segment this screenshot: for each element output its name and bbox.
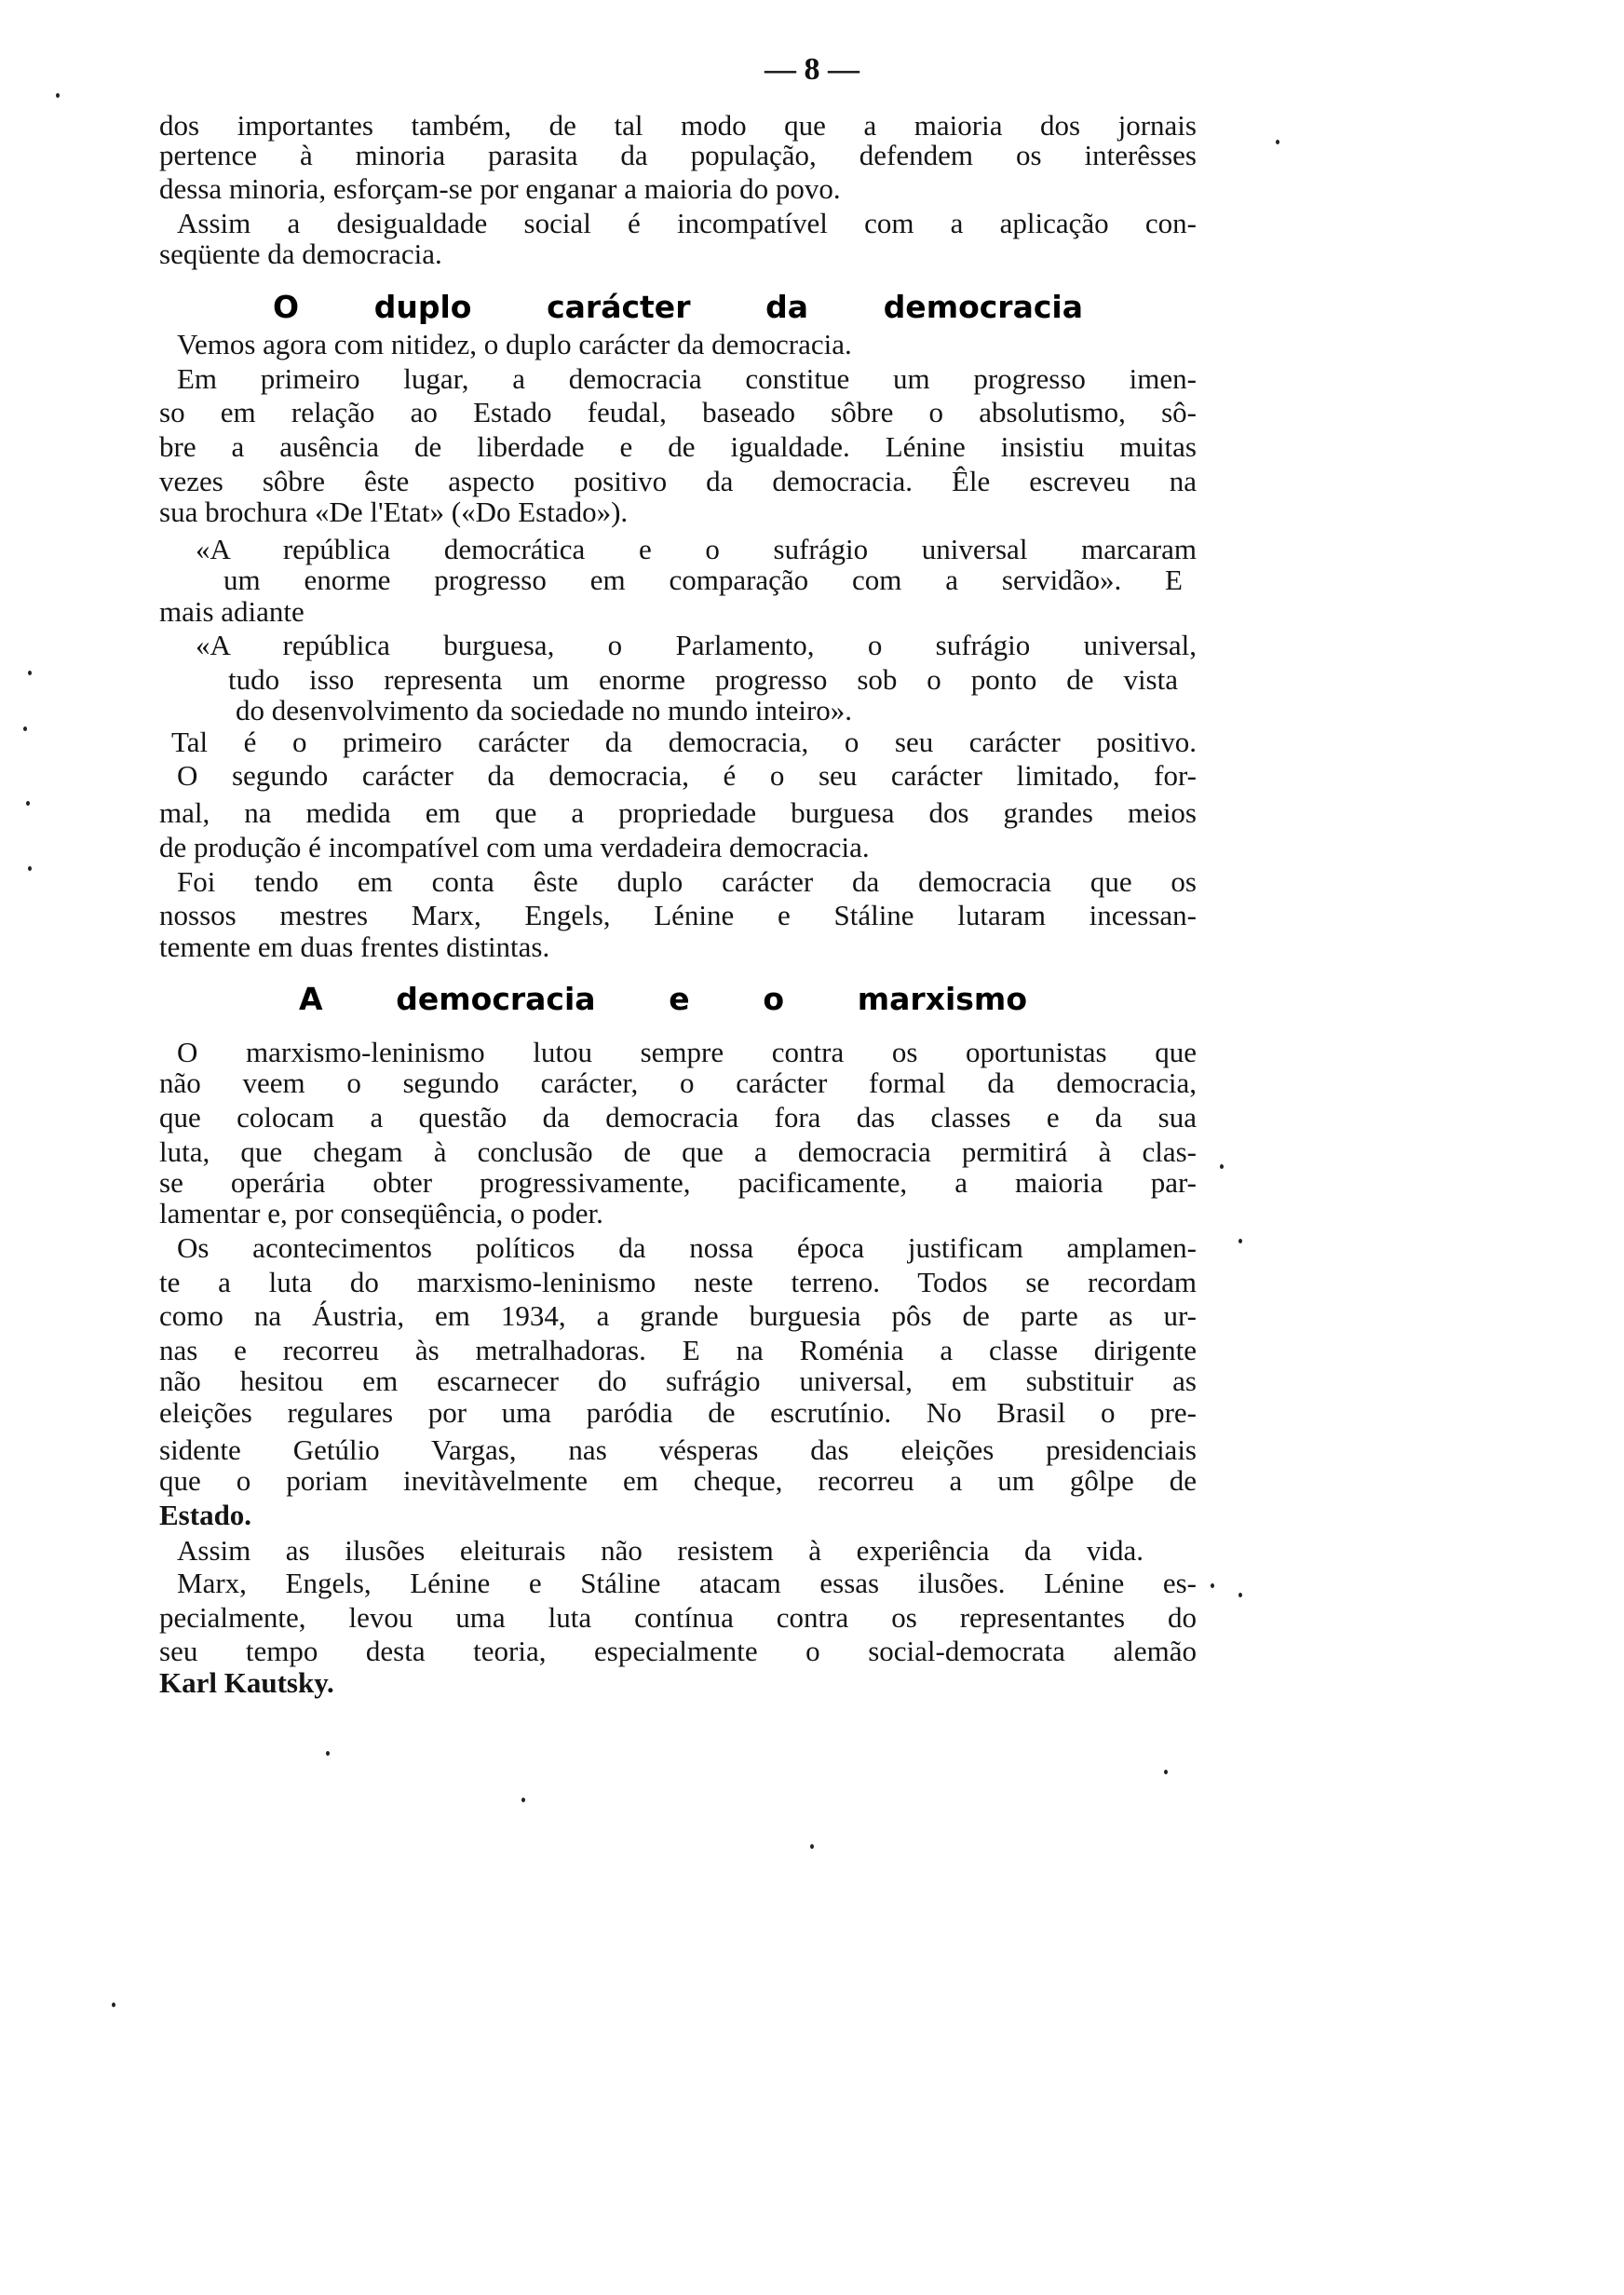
text-line: do desenvolvimento da sociedade no mundo inteiro». bbox=[236, 694, 853, 727]
text-line: bre a ausência de liberdade e de igualdade. Lénine insistiu muitas bbox=[159, 430, 1197, 463]
text-line: «A república burguesa, o Parlamento, o sufrágio universal, bbox=[196, 629, 1197, 661]
text-line: de produção é incompatível com uma verdadeira democracia. bbox=[159, 831, 870, 863]
text-line: Tal é o primeiro carácter da democracia, o seu carácter positivo. bbox=[171, 726, 1197, 758]
text-line: tudo isso representa um enorme progresso sob o ponto de vista bbox=[228, 663, 1178, 696]
scan-speck bbox=[1238, 1593, 1242, 1597]
text-line: Foi tendo em conta êste duplo carácter da democracia que os bbox=[177, 865, 1197, 898]
text-line: nas e recorreu às metralhadoras. E na Roménia a classe dirigente bbox=[159, 1334, 1197, 1366]
text-line: lamentar e, por conseqüência, o poder. bbox=[159, 1197, 603, 1229]
text-line: seqüente da democracia. bbox=[159, 238, 442, 270]
text-line: Em primeiro lugar, a democracia constitue um progresso imen- bbox=[177, 362, 1197, 395]
text-line: Os acontecimentos políticos da nossa época justificam amplamen- bbox=[177, 1231, 1197, 1264]
text-line: não hesitou em escarnecer do sufrágio universal, em substituir as bbox=[159, 1365, 1197, 1397]
scan-speck bbox=[810, 1844, 814, 1849]
text-line: te a luta do marxismo-leninismo neste terreno. Todos se recordam bbox=[159, 1266, 1197, 1298]
text-line: sua brochura «De l'Etat» («Do Estado»). bbox=[159, 496, 629, 528]
scan-speck bbox=[26, 801, 30, 806]
section-heading-dual-character: O duplo carácter da democracia bbox=[273, 289, 1083, 325]
scan-speck bbox=[1220, 1164, 1224, 1169]
section-heading-democracy-marxism: A democracia e o marxismo bbox=[299, 981, 1027, 1017]
scan-speck bbox=[1211, 1583, 1214, 1588]
text-line: um enorme progresso em comparação com a servidão». E bbox=[223, 564, 1183, 596]
text-line: eleições regulares por uma paródia de escrutínio. No Brasil o pre- bbox=[159, 1396, 1197, 1429]
text-line: como na Áustria, em 1934, a grande burguesia pôs de parte as ur- bbox=[159, 1299, 1197, 1332]
text-line: pecialmente, levou uma luta contínua contra os representantes do bbox=[159, 1601, 1197, 1634]
text-line: O marxismo-leninismo lutou sempre contra os oportunistas que bbox=[177, 1036, 1197, 1068]
text-line: que o poriam inevitàvelmente em cheque, recorreu a um gôlpe de bbox=[159, 1464, 1197, 1497]
scan-speck bbox=[56, 93, 60, 98]
text-line: mal, na medida em que a propriedade burguesa dos grandes meios bbox=[159, 796, 1197, 829]
scan-speck bbox=[1164, 1770, 1168, 1774]
scan-speck bbox=[521, 1798, 525, 1802]
text-line: nossos mestres Marx, Engels, Lénine e Stáline lutaram incessan- bbox=[159, 899, 1197, 931]
text-line: Assim as ilusões eleiturais não resistem à experiência da vida. bbox=[177, 1534, 1144, 1567]
text-line: Assim a desigualdade social é incompatível com a aplicação con- bbox=[177, 207, 1197, 239]
text-line: luta, que chegam à conclusão de que a democracia permitirá à clas- bbox=[159, 1135, 1197, 1168]
scan-speck bbox=[28, 671, 32, 675]
scan-speck bbox=[1238, 1239, 1242, 1243]
scan-speck bbox=[28, 866, 32, 871]
scan-speck bbox=[1276, 140, 1279, 144]
text-line: dessa minoria, esforçam-se por enganar a maioria do povo. bbox=[159, 172, 841, 205]
text-line: Estado. bbox=[159, 1499, 252, 1531]
text-line: vezes sôbre êste aspecto positivo da democracia. Êle escreveu na bbox=[159, 465, 1197, 497]
text-line: sidente Getúlio Vargas, nas vésperas das eleições presidenciais bbox=[159, 1433, 1197, 1466]
text-line: se operária obter progressivamente, pacificamente, a maioria par- bbox=[159, 1166, 1197, 1199]
text-line: Karl Kautsky. bbox=[159, 1666, 334, 1699]
text-line: so em relação ao Estado feudal, baseado sôbre o absolutismo, sô- bbox=[159, 396, 1197, 428]
text-line: temente em duas frentes distintas. bbox=[159, 930, 550, 963]
scan-speck bbox=[326, 1751, 330, 1756]
text-line: que colocam a questão da democracia fora das classes e da sua bbox=[159, 1101, 1197, 1134]
scan-speck bbox=[112, 2003, 115, 2007]
text-line: Marx, Engels, Lénine e Stáline atacam essas ilusões. Lénine es- bbox=[177, 1567, 1197, 1599]
text-line: não veem o segundo carácter, o carácter formal da democracia, bbox=[159, 1066, 1197, 1099]
text-line: pertence à minoria parasita da população, defendem os interêsses bbox=[159, 139, 1197, 171]
text-line: «A república democrática e o sufrágio universal marcaram bbox=[196, 533, 1197, 565]
text-line: dos importantes também, de tal modo que a maioria dos jornais bbox=[159, 109, 1197, 142]
text-line: O segundo carácter da democracia, é o seu carácter limitado, for- bbox=[177, 759, 1197, 792]
text-line: mais adiante bbox=[159, 595, 304, 628]
scan-speck bbox=[23, 727, 27, 731]
text-line: seu tempo desta teoria, especialmente o social-democrata alemão bbox=[159, 1635, 1197, 1667]
page-number: — 8 — bbox=[765, 52, 859, 87]
text-line: Vemos agora com nitidez, o duplo carácter da democracia. bbox=[177, 328, 852, 360]
